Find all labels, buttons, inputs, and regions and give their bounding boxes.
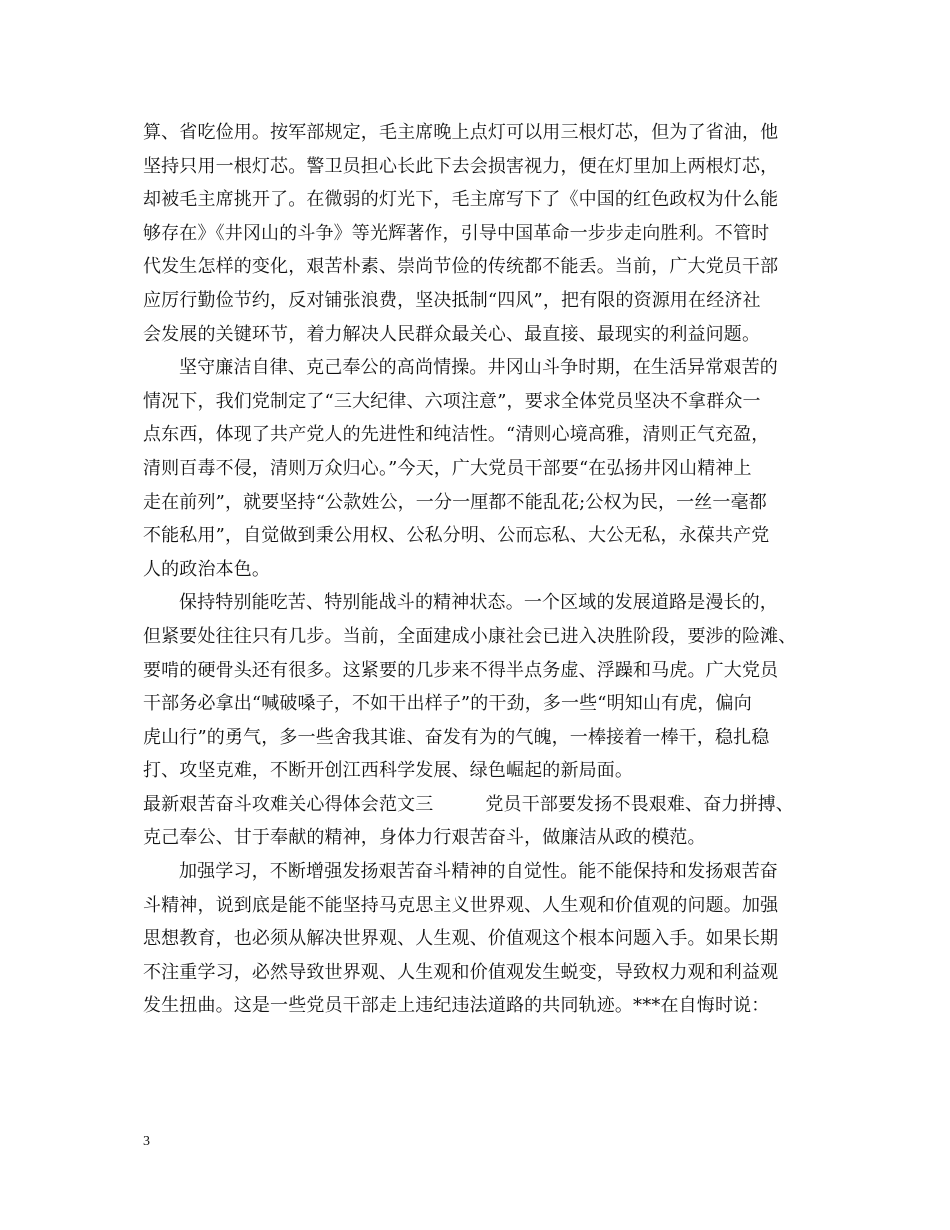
section-heading-line xyxy=(143,788,815,822)
paragraph-start-line: 保持特别能吃苦、特别能战斗的精神状态。一个区域的发展道路是漫长的， xyxy=(179,592,778,614)
text-line: 点东西，体现了共产党人的先进性和纯洁性。“清则心境高雅，清则正气充盈， xyxy=(143,424,770,446)
text-line: 思想教育，也必须从解决世界观、人生观、价值观这个根本问题入手。如果长期 xyxy=(143,928,779,950)
text-line: 情况下，我们党制定了“三大纪律、六项注意”，要求全体党员坚决不拿群众一 xyxy=(143,390,761,412)
text-line: 清则百毒不侵，清则万众归心。”今天，广大党员干部要“在弘扬井冈山精神上 xyxy=(143,457,752,479)
text-line: 算、省吃俭用。按军部规定，毛主席晚上点灯可以用三根灯芯，但为了省油，他 xyxy=(143,122,779,143)
text-line: 但紧要处往往只有几步。当前，全面建成小康社会已进入决胜阶段，要涉的险滩、 xyxy=(143,625,797,647)
text-line: 代发生怎样的变化，艰苦朴素、崇尚节俭的传统都不能丢。当前，广大党员干部 xyxy=(143,256,779,278)
text-line: 会发展的关键环节，着力解决人民群众最关心、最直接、最现实的利益问题。 xyxy=(143,323,761,345)
text-line: 够存在》《井冈山的斗争》等光辉著作，引导中国革命一步步走向胜利。不管时 xyxy=(143,222,770,244)
text-line: 走在前列”，就要坚持“公款姓公，一分一厘都不能乱花;公权为民，一丝一毫都 xyxy=(143,491,767,513)
text-line: 要啃的硬骨头还有很多。这紧要的几步来不得半点务虚、浮躁和马虎。广大党员 xyxy=(143,659,779,681)
text-line: 虎山行”的勇气，多一些舍我其谁、奋发有为的气魄，一棒接着一棒干，稳扎稳 xyxy=(143,726,770,748)
text-line: 应厉行勤俭节约，反对铺张浪费，坚决抵制“四风”，把有限的资源用在经济社 xyxy=(143,289,761,311)
section-heading-continuation: 党员干部要发扬不畏艰难、奋力拼搏、 xyxy=(485,793,794,815)
text-line: 打、攻坚克难，不断开创江西科学发展、绿色崛起的新局面。 xyxy=(143,760,634,782)
body-text xyxy=(143,116,815,1023)
section-heading: 最新艰苦奋斗攻难关心得体会范文三 xyxy=(143,793,434,815)
text-line: 坚持只用一根灯芯。警卫员担心长此下去会损害视力，便在灯里加上两根灯芯， xyxy=(143,155,779,177)
text-line: 斗精神，说到底是能不能坚持马克思主义世界观、人生观和价值观的问题。加强 xyxy=(143,894,779,916)
text-line: 不能私用”，自觉做到秉公用权、公私分明、公而忘私、大公无私，永葆共产党 xyxy=(143,525,770,547)
text-line: 发生扭曲。这是一些党员干部走上违纪违法道路的共同轨迹。***在自悔时说： xyxy=(143,995,770,1017)
page-number: 3 xyxy=(143,1134,150,1149)
text-line: 却被毛主席挑开了。在微弱的灯光下，毛主席写下了《中国的红色政权为什么能 xyxy=(143,189,779,211)
text-line: 人的政治本色。 xyxy=(143,558,271,580)
paragraph-start-line: 加强学习，不断增强发扬艰苦奋斗精神的自觉性。能不能保持和发扬艰苦奋 xyxy=(179,861,778,883)
text-line: 克己奉公、甘于奉献的精神，身体力行艰苦奋斗，做廉洁从政的模范。 xyxy=(143,827,706,849)
paragraph-start-line: 坚守廉洁自律、克己奉公的高尚情操。井冈山斗争时期，在生活异常艰苦的 xyxy=(179,357,778,379)
text-line: 干部务必拿出“喊破嗓子，不如干出样子”的干劲，多一些“明知山有虎，偏向 xyxy=(143,693,752,715)
text-line: 不注重学习，必然导致世界观、人生观和价值观发生蜕变，导致权力观和利益观 xyxy=(143,961,779,983)
